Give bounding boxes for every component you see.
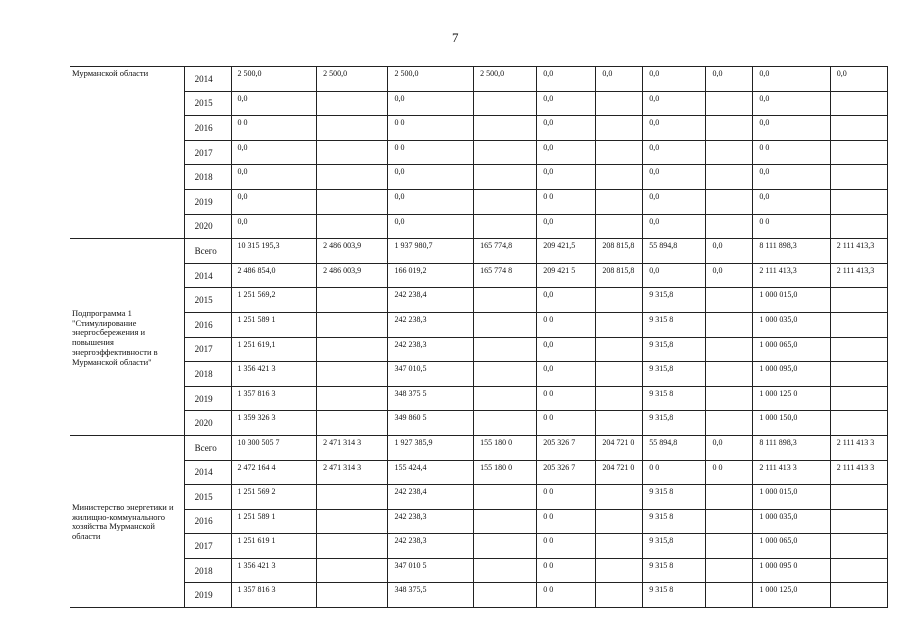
value-cell xyxy=(830,189,887,214)
year-cell: 2018 xyxy=(184,165,231,190)
value-cell: 2 486 854,0 xyxy=(231,263,317,288)
value-cell: 348 375,5 xyxy=(388,583,474,608)
value-cell: 155 180 0 xyxy=(474,435,537,460)
year-cell: 2018 xyxy=(184,362,231,387)
value-cell: 0 0 xyxy=(753,214,830,239)
page-number: 7 xyxy=(452,30,459,45)
value-cell: 208 815,8 xyxy=(596,239,643,264)
section-name: Мурманской области xyxy=(70,67,184,239)
value-cell: 1 251 619 1 xyxy=(231,534,317,559)
year-cell: 2016 xyxy=(184,116,231,141)
value-cell: 0 0 xyxy=(231,116,317,141)
value-cell: 0,0 xyxy=(231,189,317,214)
value-cell: 0,0 xyxy=(537,91,596,116)
value-cell xyxy=(706,386,753,411)
value-cell xyxy=(706,312,753,337)
value-cell xyxy=(474,558,537,583)
value-cell: 1 359 326 3 xyxy=(231,411,317,436)
value-cell: 9 315 8 xyxy=(643,386,706,411)
value-cell xyxy=(474,534,537,559)
value-cell xyxy=(706,91,753,116)
value-cell: 0,0 xyxy=(388,189,474,214)
value-cell: 1 251 569 2 xyxy=(231,485,317,510)
value-cell xyxy=(830,485,887,510)
value-cell: 2 486 003,9 xyxy=(317,263,388,288)
value-cell xyxy=(830,337,887,362)
value-cell xyxy=(596,362,643,387)
value-cell: 2 500,0 xyxy=(231,67,317,92)
value-cell xyxy=(706,534,753,559)
value-cell: 0,0 xyxy=(537,288,596,313)
value-cell: 0,0 xyxy=(643,116,706,141)
value-cell: 1 000 015,0 xyxy=(753,288,830,313)
table-row xyxy=(70,558,888,583)
table-row xyxy=(70,362,888,387)
value-cell xyxy=(317,411,388,436)
value-cell: 0 0 xyxy=(537,485,596,510)
value-cell: 55 894,8 xyxy=(643,239,706,264)
value-cell: 1 251 619,1 xyxy=(231,337,317,362)
value-cell: 1 251 569,2 xyxy=(231,288,317,313)
value-cell xyxy=(830,214,887,239)
value-cell xyxy=(474,583,537,608)
value-cell xyxy=(830,140,887,165)
value-cell xyxy=(596,411,643,436)
value-cell xyxy=(706,288,753,313)
year-cell: 2020 xyxy=(184,214,231,239)
year-cell: 2014 xyxy=(184,460,231,485)
value-cell: 204 721 0 xyxy=(596,435,643,460)
year-cell: 2015 xyxy=(184,288,231,313)
value-cell xyxy=(706,116,753,141)
value-cell xyxy=(317,534,388,559)
value-cell: 208 815,8 xyxy=(596,263,643,288)
value-cell xyxy=(596,91,643,116)
value-cell: 9 315 8 xyxy=(643,312,706,337)
value-cell: 9 315,8 xyxy=(643,362,706,387)
value-cell: 0,0 xyxy=(643,263,706,288)
value-cell xyxy=(317,509,388,534)
value-cell xyxy=(706,411,753,436)
value-cell: 1 000 150,0 xyxy=(753,411,830,436)
year-cell: 2019 xyxy=(184,583,231,608)
value-cell: 1 356 421 3 xyxy=(231,558,317,583)
year-cell: 2014 xyxy=(184,67,231,92)
value-cell: 2 111 413 3 xyxy=(830,460,887,485)
value-cell: 0 0 xyxy=(537,509,596,534)
value-cell xyxy=(317,214,388,239)
year-cell: 2020 xyxy=(184,411,231,436)
year-cell: 2015 xyxy=(184,485,231,510)
value-cell xyxy=(474,362,537,387)
value-cell xyxy=(706,509,753,534)
value-cell: 1 000 125 0 xyxy=(753,386,830,411)
value-cell: 1 000 035,0 xyxy=(753,312,830,337)
value-cell: 242 238,3 xyxy=(388,534,474,559)
value-cell: 1 000 035,0 xyxy=(753,509,830,534)
value-cell xyxy=(706,558,753,583)
value-cell: 2 500,0 xyxy=(474,67,537,92)
value-cell: 2 471 314 3 xyxy=(317,435,388,460)
year-cell: 2015 xyxy=(184,91,231,116)
value-cell xyxy=(830,411,887,436)
value-cell: 0,0 xyxy=(753,91,830,116)
value-cell: 2 471 314 3 xyxy=(317,460,388,485)
value-cell: 2 500,0 xyxy=(388,67,474,92)
value-cell: 9 315 8 xyxy=(643,485,706,510)
value-cell: 10 300 505 7 xyxy=(231,435,317,460)
value-cell xyxy=(706,337,753,362)
year-cell: Всего xyxy=(184,435,231,460)
year-cell: 2014 xyxy=(184,263,231,288)
value-cell xyxy=(706,214,753,239)
value-cell xyxy=(706,583,753,608)
year-cell: 2017 xyxy=(184,534,231,559)
table-row xyxy=(70,509,888,534)
table-row xyxy=(70,583,888,608)
value-cell: 165 774,8 xyxy=(474,239,537,264)
table-row xyxy=(70,435,888,460)
value-cell: 1 000 065,0 xyxy=(753,337,830,362)
value-cell: 0,0 xyxy=(537,116,596,141)
year-cell: 2017 xyxy=(184,140,231,165)
table-row xyxy=(70,91,888,116)
value-cell: 1 000 065,0 xyxy=(753,534,830,559)
table-row xyxy=(70,312,888,337)
value-cell: 205 326 7 xyxy=(537,460,596,485)
table-row xyxy=(70,460,888,485)
value-cell xyxy=(596,337,643,362)
value-cell xyxy=(830,165,887,190)
value-cell: 1 357 816 3 xyxy=(231,583,317,608)
value-cell: 349 860 5 xyxy=(388,411,474,436)
value-cell: 2 500,0 xyxy=(317,67,388,92)
value-cell xyxy=(474,140,537,165)
value-cell: 0,0 xyxy=(830,67,887,92)
value-cell: 204 721 0 xyxy=(596,460,643,485)
value-cell: 0 0 xyxy=(537,386,596,411)
value-cell xyxy=(317,165,388,190)
value-cell: 347 010 5 xyxy=(388,558,474,583)
value-cell: 9 315,8 xyxy=(643,337,706,362)
value-cell: 2 111 413,3 xyxy=(830,263,887,288)
value-cell xyxy=(317,116,388,141)
value-cell xyxy=(596,288,643,313)
value-cell: 0,0 xyxy=(706,263,753,288)
table-row xyxy=(70,411,888,436)
value-cell xyxy=(317,288,388,313)
value-cell: 0,0 xyxy=(231,165,317,190)
value-cell xyxy=(474,288,537,313)
value-cell: 209 421 5 xyxy=(537,263,596,288)
value-cell: 1 000 095,0 xyxy=(753,362,830,387)
value-cell xyxy=(830,386,887,411)
value-cell: 0 0 xyxy=(537,189,596,214)
value-cell xyxy=(474,386,537,411)
value-cell xyxy=(830,509,887,534)
value-cell: 0,0 xyxy=(596,67,643,92)
value-cell xyxy=(706,485,753,510)
value-cell xyxy=(474,91,537,116)
value-cell xyxy=(474,116,537,141)
value-cell: 8 111 898,3 xyxy=(753,239,830,264)
value-cell: 0,0 xyxy=(753,189,830,214)
value-cell xyxy=(830,116,887,141)
value-cell xyxy=(596,534,643,559)
value-cell: 0 0 xyxy=(388,116,474,141)
year-cell: Всего xyxy=(184,239,231,264)
year-cell: 2017 xyxy=(184,337,231,362)
value-cell: 0,0 xyxy=(388,165,474,190)
table-row xyxy=(70,214,888,239)
value-cell: 0,0 xyxy=(537,362,596,387)
value-cell xyxy=(317,91,388,116)
value-cell: 9 315 8 xyxy=(643,509,706,534)
value-cell: 0 0 xyxy=(706,460,753,485)
value-cell: 0,0 xyxy=(643,140,706,165)
value-cell xyxy=(706,362,753,387)
value-cell xyxy=(596,116,643,141)
budget-table xyxy=(70,66,888,608)
value-cell xyxy=(596,509,643,534)
value-cell xyxy=(317,140,388,165)
value-cell: 2 111 413 3 xyxy=(753,460,830,485)
value-cell xyxy=(596,214,643,239)
value-cell: 0,0 xyxy=(537,67,596,92)
value-cell: 2 472 164 4 xyxy=(231,460,317,485)
value-cell: 0,0 xyxy=(643,91,706,116)
value-cell: 0,0 xyxy=(537,165,596,190)
value-cell: 0 0 xyxy=(537,558,596,583)
value-cell: 1 937 980,7 xyxy=(388,239,474,264)
value-cell: 0 0 xyxy=(537,583,596,608)
value-cell: 348 375 5 xyxy=(388,386,474,411)
table-row xyxy=(70,337,888,362)
value-cell: 347 010,5 xyxy=(388,362,474,387)
value-cell xyxy=(474,485,537,510)
value-cell: 0 0 xyxy=(388,140,474,165)
value-cell: 0,0 xyxy=(388,214,474,239)
value-cell: 1 000 015,0 xyxy=(753,485,830,510)
value-cell: 155 424,4 xyxy=(388,460,474,485)
table-row xyxy=(70,239,888,264)
table-row xyxy=(70,165,888,190)
value-cell xyxy=(830,534,887,559)
table-row xyxy=(70,485,888,510)
section-name: Подпрограмма 1 "Стимулирование энергосбережения и повышения энергоэффективности в Мурманской области" xyxy=(70,239,184,436)
value-cell: 1 357 816 3 xyxy=(231,386,317,411)
value-cell: 242 238,4 xyxy=(388,485,474,510)
value-cell: 0,0 xyxy=(537,337,596,362)
value-cell xyxy=(474,411,537,436)
table-row xyxy=(70,263,888,288)
year-cell: 2016 xyxy=(184,509,231,534)
value-cell: 0 0 xyxy=(753,140,830,165)
value-cell: 242 238,3 xyxy=(388,509,474,534)
value-cell: 0,0 xyxy=(753,67,830,92)
table-row xyxy=(70,189,888,214)
value-cell: 166 019,2 xyxy=(388,263,474,288)
value-cell xyxy=(317,189,388,214)
value-cell: 2 111 413 3 xyxy=(830,435,887,460)
value-cell xyxy=(830,362,887,387)
value-cell xyxy=(706,165,753,190)
value-cell xyxy=(317,386,388,411)
value-cell: 1 251 589 1 xyxy=(231,312,317,337)
year-cell: 2019 xyxy=(184,386,231,411)
value-cell xyxy=(317,485,388,510)
value-cell xyxy=(596,485,643,510)
value-cell xyxy=(474,312,537,337)
value-cell xyxy=(474,214,537,239)
value-cell: 0 0 xyxy=(537,534,596,559)
value-cell: 0 0 xyxy=(643,460,706,485)
value-cell xyxy=(596,558,643,583)
value-cell: 0,0 xyxy=(753,165,830,190)
value-cell xyxy=(317,312,388,337)
value-cell xyxy=(830,583,887,608)
value-cell xyxy=(596,140,643,165)
value-cell: 0,0 xyxy=(231,91,317,116)
value-cell: 0,0 xyxy=(537,214,596,239)
value-cell: 2 111 413,3 xyxy=(753,263,830,288)
value-cell: 1 000 095 0 xyxy=(753,558,830,583)
value-cell: 55 894,8 xyxy=(643,435,706,460)
value-cell: 9 315,8 xyxy=(643,288,706,313)
section-name: Министерство энергетики и жилищно-коммунального хозяйства Мурманской области xyxy=(70,435,184,607)
value-cell: 0,0 xyxy=(643,189,706,214)
value-cell: 0,0 xyxy=(231,140,317,165)
value-cell: 205 326 7 xyxy=(537,435,596,460)
value-cell xyxy=(474,189,537,214)
value-cell: 242 238,4 xyxy=(388,288,474,313)
value-cell: 9 315,8 xyxy=(643,534,706,559)
value-cell: 9 315,8 xyxy=(643,411,706,436)
value-cell xyxy=(706,189,753,214)
value-cell: 0,0 xyxy=(231,214,317,239)
table-row xyxy=(70,386,888,411)
table-row xyxy=(70,116,888,141)
value-cell: 242 238,3 xyxy=(388,337,474,362)
value-cell: 209 421,5 xyxy=(537,239,596,264)
value-cell: 0 0 xyxy=(537,411,596,436)
value-cell xyxy=(830,558,887,583)
table-row xyxy=(70,140,888,165)
table-row xyxy=(70,534,888,559)
value-cell xyxy=(596,312,643,337)
year-cell: 2016 xyxy=(184,312,231,337)
table-row xyxy=(70,67,888,92)
value-cell: 0 0 xyxy=(537,312,596,337)
value-cell: 1 356 421 3 xyxy=(231,362,317,387)
value-cell xyxy=(596,189,643,214)
value-cell: 2 486 003,9 xyxy=(317,239,388,264)
value-cell: 0,0 xyxy=(753,116,830,141)
value-cell: 10 315 195,3 xyxy=(231,239,317,264)
value-cell xyxy=(830,288,887,313)
value-cell xyxy=(474,509,537,534)
value-cell: 9 315 8 xyxy=(643,583,706,608)
value-cell xyxy=(474,337,537,362)
value-cell: 0,0 xyxy=(643,67,706,92)
budget-table-body xyxy=(70,67,888,608)
table-row xyxy=(70,288,888,313)
value-cell xyxy=(830,91,887,116)
value-cell xyxy=(830,312,887,337)
value-cell: 165 774 8 xyxy=(474,263,537,288)
value-cell: 9 315 8 xyxy=(643,558,706,583)
value-cell: 0,0 xyxy=(388,91,474,116)
value-cell xyxy=(706,140,753,165)
value-cell: 0,0 xyxy=(706,435,753,460)
year-cell: 2018 xyxy=(184,558,231,583)
value-cell xyxy=(596,386,643,411)
value-cell: 2 111 413,3 xyxy=(830,239,887,264)
value-cell: 0,0 xyxy=(706,67,753,92)
value-cell xyxy=(596,165,643,190)
value-cell: 1 927 385,9 xyxy=(388,435,474,460)
value-cell: 155 180 0 xyxy=(474,460,537,485)
value-cell xyxy=(317,337,388,362)
value-cell: 0,0 xyxy=(537,140,596,165)
value-cell xyxy=(317,362,388,387)
value-cell: 242 238,3 xyxy=(388,312,474,337)
value-cell xyxy=(596,583,643,608)
value-cell xyxy=(317,583,388,608)
value-cell: 1 000 125,0 xyxy=(753,583,830,608)
value-cell: 8 111 898,3 xyxy=(753,435,830,460)
value-cell: 0,0 xyxy=(643,214,706,239)
value-cell xyxy=(474,165,537,190)
value-cell: 0,0 xyxy=(706,239,753,264)
year-cell: 2019 xyxy=(184,189,231,214)
value-cell: 1 251 589 1 xyxy=(231,509,317,534)
value-cell: 0,0 xyxy=(643,165,706,190)
value-cell xyxy=(317,558,388,583)
